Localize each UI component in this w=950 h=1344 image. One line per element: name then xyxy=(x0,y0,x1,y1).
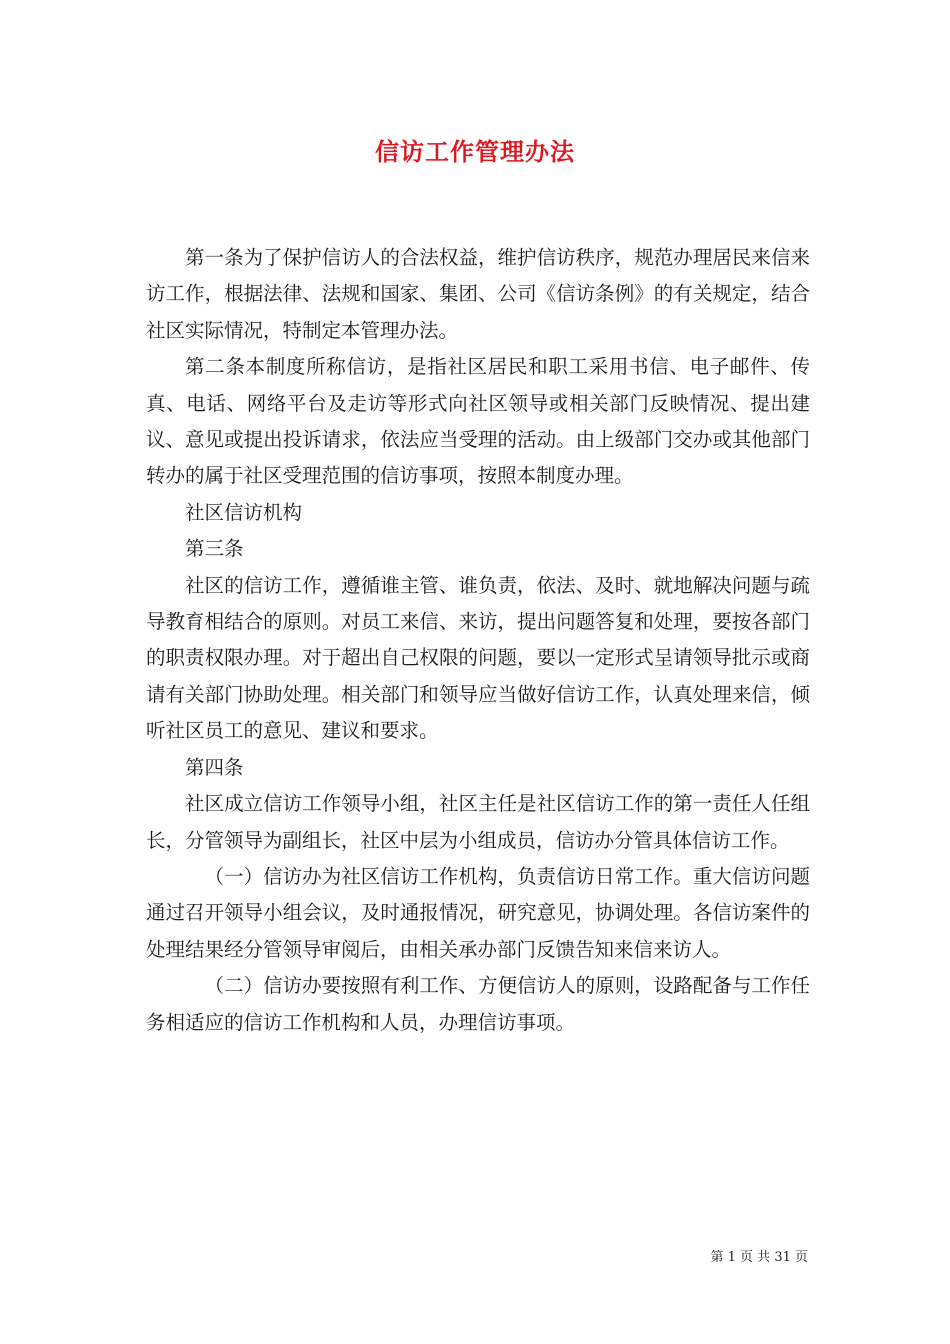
paragraph-article-2: 第二条本制度所称信访，是指社区居民和职工采用书信、电子邮件、传真、电话、网络平台及走访等形式向社区领导或相关部门反映情况、提出建议、意见或提出投诉请求，依法应当受理的活动。由上级部门交办或其他部门转办的属于社区受理范围的信访事项，按照本制度办理。 xyxy=(146,355,810,488)
article-heading-4: 第四条 xyxy=(185,755,244,779)
document-title: 信访工作管理办法 xyxy=(375,137,575,166)
paragraph-item-2: （二）信访办要按照有利工作、方便信访人的原则，设路配备与工作任务相适应的信访工作机构和人员，办理信访事项。 xyxy=(146,974,810,1034)
paragraph-item-1: （一）信访办为社区信访工作机构，负责信访日常工作。重大信访问题通过召开领导小组会议，及时通报情况，研究意见，协调处理。各信访案件的处理结果经分管领导审阅后，由相关承办部门反馈告知来信来访人。 xyxy=(146,864,810,961)
paragraph-article-3: 社区的信访工作，遵循谁主管、谁负责，依法、及时、就地解决问题与疏导教育相结合的原则。对员工来信、来访，提出问题答复和处理，要按各部门的职责权限办理。对于超出自己权限的问题，要以一定形式呈请领导批示或商请有关部门协助处理。相关部门和领导应当做好信访工作，认真处理来信，倾听社区员工的意见、建议和要求。 xyxy=(146,573,810,743)
page-footer: 第 1 页 共 31 页 xyxy=(710,1250,808,1265)
article-heading-3: 第三条 xyxy=(185,537,244,561)
document-body xyxy=(146,240,810,1041)
paragraph-article-4: 社区成立信访工作领导小组，社区主任是社区信访工作的第一责任人任组长，分管领导为副组长，社区中层为小组成员，信访办分管具体信访工作。 xyxy=(146,792,810,852)
section-heading: 社区信访机构 xyxy=(185,500,303,524)
paragraph-article-1: 第一条为了保护信访人的合法权益，维护信访秩序，规范办理居民来信来访工作，根据法律、法规和国家、集团、公司《信访条例》的有关规定，结合社区实际情况，特制定本管理办法。 xyxy=(146,246,810,342)
